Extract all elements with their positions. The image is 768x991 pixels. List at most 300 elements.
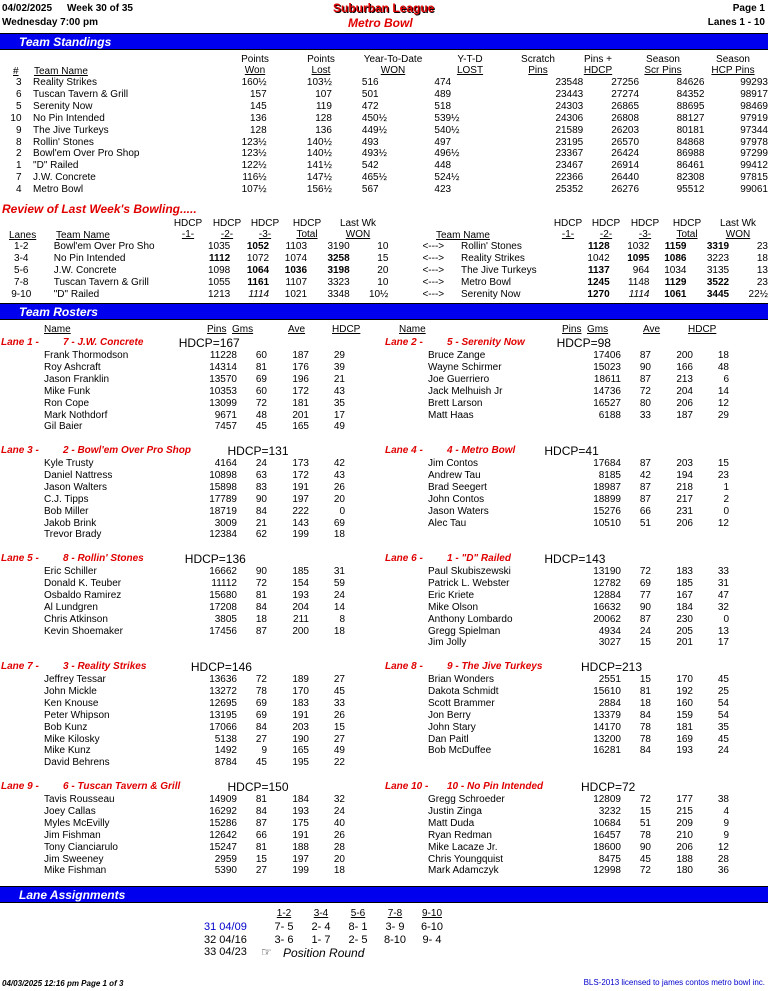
- g1-left-cell: 1112: [209, 252, 231, 264]
- player-name-cell: John Contos: [428, 493, 485, 505]
- roster-hdcp-header-left: HDCP: [332, 324, 361, 335]
- ytd-lost-cell: 539½: [434, 112, 460, 124]
- pins-hdcp-cell: 27274: [611, 88, 640, 100]
- standings-row: [0, 89, 768, 101]
- spacer: [384, 398, 428, 410]
- won-right-cell: 22½: [748, 288, 768, 300]
- spacer: [384, 794, 428, 806]
- ytd-lost-cell: 540½: [434, 124, 460, 136]
- roster-player-row: [0, 362, 345, 374]
- won-right-cell: 23: [756, 241, 768, 252]
- team-left-cell: "D" Railed: [53, 288, 100, 300]
- player-average-cell: 191: [292, 709, 309, 721]
- roster-player-row: [384, 350, 729, 362]
- player-pins-cell: 16292: [209, 805, 237, 817]
- roster-player-row: [0, 410, 345, 422]
- spacer: [444, 289, 461, 301]
- player-hdcp-cell: 24: [717, 745, 729, 757]
- player-games-cell: 90: [639, 361, 651, 373]
- roster-player-row: [0, 745, 345, 757]
- player-hdcp-cell: 21: [333, 373, 345, 385]
- season-scr-cell: 82308: [676, 172, 705, 184]
- g2-right-cell: 964: [632, 264, 650, 276]
- roster-gms-header-left: Gms: [232, 324, 254, 335]
- player-pins-cell: 18987: [593, 481, 621, 493]
- player-games-cell: 63: [255, 469, 267, 481]
- player-pins-cell: 12809: [593, 794, 621, 805]
- points-won-cell: 157: [249, 88, 267, 100]
- g3-right-cell: 1086: [664, 252, 687, 264]
- roster-lane-label: Lane 9 -: [1, 781, 39, 792]
- g2-left-cell: 1161: [247, 276, 270, 288]
- roster-player-row: [384, 506, 729, 518]
- roster-player-row: [0, 710, 345, 722]
- player-hdcp-cell: 45: [717, 674, 729, 685]
- player-games-cell: 87: [639, 373, 651, 385]
- scratch-pins-cell: 23548: [555, 77, 584, 88]
- player-hdcp-cell: 17: [333, 409, 345, 421]
- player-games-cell: 72: [255, 397, 267, 409]
- assignment-pair: 8-10: [383, 933, 407, 946]
- roster-player-row: [0, 458, 345, 470]
- player-hdcp-cell: 25: [717, 685, 729, 697]
- player-average-cell: 206: [676, 517, 693, 529]
- standings-row: [0, 172, 768, 184]
- points-lost-cell: 136: [315, 124, 332, 136]
- roster-pins-header-right: Pins: [562, 324, 582, 335]
- ytd-won-cell: 465½: [361, 172, 387, 184]
- pins-hdcp-cell: 27256: [611, 77, 640, 88]
- player-name-cell: Tavis Rousseau: [44, 794, 115, 805]
- player-games-cell: 87: [639, 493, 651, 505]
- ytd-lost-cell: 489: [434, 88, 452, 100]
- scratch-pins-cell: 24303: [555, 100, 584, 112]
- player-games-cell: 66: [255, 829, 267, 841]
- standings-table: [0, 77, 768, 196]
- player-name-cell: Ken Knouse: [44, 697, 99, 709]
- won-left-cell: 10: [377, 276, 389, 288]
- rank-cell: 5: [15, 100, 22, 112]
- player-name-cell: Jason Franklin: [44, 373, 110, 385]
- lanes-cell: 9-10: [11, 288, 32, 300]
- points-lost-cell: 103½: [306, 77, 332, 88]
- player-pins-cell: 3805: [214, 613, 237, 625]
- roster-player-row: [0, 830, 345, 842]
- ytd-lost-header: Y-T-D LOST: [456, 54, 484, 76]
- player-pins-cell: 18611: [593, 373, 621, 385]
- rank-cell: 3: [15, 77, 22, 88]
- scratch-pins-cell: 24306: [555, 112, 584, 124]
- spacer: [444, 241, 461, 253]
- player-pins-cell: 2884: [598, 697, 621, 709]
- roster-player-row: [0, 854, 345, 866]
- spacer: [0, 470, 44, 482]
- player-pins-cell: 15898: [209, 481, 237, 493]
- roster-lane-label: Lane 2 -: [385, 337, 423, 348]
- spacer: [384, 686, 428, 698]
- player-pins-cell: 4934: [598, 625, 621, 637]
- player-games-cell: 84: [255, 601, 267, 613]
- player-average-cell: 203: [676, 458, 693, 469]
- rank-cell: 6: [15, 88, 22, 100]
- player-hdcp-cell: 18: [333, 625, 345, 637]
- spacer: [384, 698, 428, 710]
- player-hdcp-cell: 18: [717, 350, 729, 361]
- roster-player-row: [384, 614, 729, 626]
- player-games-cell: 21: [255, 517, 267, 529]
- roster-player-row: [384, 722, 729, 734]
- player-average-cell: 190: [292, 733, 309, 745]
- player-name-cell: Jack Melhuish Jr: [428, 385, 503, 397]
- player-name-cell: Brett Larson: [428, 397, 483, 409]
- player-hdcp-cell: 15: [717, 458, 729, 469]
- roster-team-name: 5 - Serenity Now: [447, 337, 525, 348]
- ytd-lost-cell: 524½: [434, 172, 460, 184]
- review-title: Review of Last Week's Bowling.....: [2, 202, 197, 216]
- pins-hdcp-cell: 26440: [611, 172, 640, 184]
- review-team-header-right: Team Name: [436, 230, 490, 241]
- g1-right-cell: 1245: [587, 276, 610, 288]
- team-name-cell: No Pin Intended: [33, 112, 105, 124]
- roster-ave-header-right: Ave: [643, 324, 661, 335]
- player-games-cell: 15: [255, 853, 267, 865]
- ytd-lost-cell: 423: [434, 184, 452, 196]
- spacer: [384, 865, 428, 877]
- player-pins-cell: 18719: [209, 505, 237, 517]
- team-left-cell: J.W. Concrete: [53, 264, 117, 276]
- points-won-cell: 136: [249, 112, 267, 124]
- roster-team-name: 10 - No Pin Intended: [447, 781, 544, 792]
- lanes-cell: 5-6: [14, 264, 29, 276]
- spacer: [384, 590, 428, 602]
- spacer: [0, 626, 44, 638]
- player-average-cell: 160: [676, 697, 693, 709]
- player-hdcp-cell: 1: [723, 481, 729, 493]
- team-left-cell: Tuscan Tavern & Grill: [53, 276, 149, 288]
- center-name: Metro Bowl: [348, 16, 413, 30]
- roster-player-row: [384, 470, 729, 482]
- vs-arrow: <--->: [422, 276, 445, 288]
- review-total-header-left: HDCP Total: [292, 218, 322, 240]
- season-hcp-cell: 98469: [740, 100, 768, 112]
- player-average-cell: 185: [292, 566, 309, 577]
- player-name-cell: Frank Thormodson: [44, 350, 129, 361]
- player-pins-cell: 17456: [209, 625, 237, 637]
- roster-team-hdcp: HDCP=143: [544, 552, 606, 566]
- player-average-cell: 199: [292, 529, 309, 541]
- player-games-cell: 78: [639, 733, 651, 745]
- total-right-cell: 3135: [706, 264, 730, 276]
- won-right-cell: 18: [756, 252, 768, 264]
- player-average-cell: 188: [292, 841, 309, 853]
- player-hdcp-cell: 45: [333, 685, 345, 697]
- player-pins-cell: 3027: [598, 637, 621, 649]
- player-name-cell: Jeffrey Tessar: [44, 674, 106, 685]
- player-average-cell: 193: [292, 805, 309, 817]
- player-games-cell: 80: [639, 397, 651, 409]
- lanes-header: Lanes: [9, 230, 37, 241]
- player-average-cell: 184: [676, 601, 693, 613]
- spacer: [384, 842, 428, 854]
- player-average-cell: 169: [676, 733, 693, 745]
- player-average-cell: 199: [292, 865, 309, 877]
- player-hdcp-cell: 24: [333, 589, 345, 601]
- scratch-pins-cell: 25352: [555, 184, 584, 196]
- player-games-cell: 87: [255, 817, 267, 829]
- g3-left-cell: 1103: [285, 241, 308, 252]
- player-hdcp-cell: 49: [333, 421, 345, 433]
- player-hdcp-cell: 0: [723, 613, 729, 625]
- player-hdcp-cell: 28: [717, 853, 729, 865]
- spacer: [22, 148, 34, 160]
- assignment-column-header: 1-2: [276, 908, 292, 919]
- spacer: [22, 77, 34, 89]
- roster-player-row: [384, 482, 729, 494]
- g1-right-cell: 1137: [587, 264, 610, 276]
- player-average-cell: 154: [292, 577, 309, 589]
- player-name-cell: Joe Guerriero: [428, 373, 490, 385]
- assignment-pair: 3- 9: [385, 921, 405, 933]
- player-hdcp-cell: 35: [333, 397, 345, 409]
- roster-block: [0, 337, 345, 433]
- player-hdcp-cell: 12: [717, 841, 729, 853]
- player-name-cell: Ryan Redman: [428, 829, 492, 841]
- assignments-section-bar: Lane Assignments: [0, 886, 768, 903]
- roster-player-row: [384, 590, 729, 602]
- player-name-cell: Dakota Schmidt: [428, 685, 499, 697]
- player-hdcp-cell: 20: [333, 853, 345, 865]
- roster-player-row: [384, 458, 729, 470]
- rosters-section-bar: Team Rosters: [0, 303, 768, 320]
- roster-player-row: [0, 674, 345, 686]
- player-average-cell: 165: [292, 421, 309, 433]
- roster-player-row: [384, 674, 729, 686]
- roster-player-row: [0, 506, 345, 518]
- team-right-cell: The Jive Turkeys: [461, 264, 537, 276]
- player-name-cell: David Behrens: [44, 757, 110, 769]
- player-pins-cell: 6188: [598, 409, 621, 421]
- player-pins-cell: 13200: [593, 733, 621, 745]
- spacer: [384, 386, 428, 398]
- roster-team-name: 8 - Rollin' Stones: [63, 553, 144, 564]
- assignment-pair: 3- 6: [274, 933, 294, 946]
- player-average-cell: 206: [676, 841, 693, 853]
- player-pins-cell: 16527: [593, 397, 621, 409]
- scratch-pins-cell: 21589: [555, 124, 584, 136]
- player-average-cell: 231: [676, 505, 693, 517]
- assignment-week: 31 04/09: [204, 921, 247, 933]
- g3-right-cell: 1061: [664, 288, 687, 300]
- roster-player-row: [0, 518, 345, 530]
- spacer: [0, 566, 44, 578]
- roster-gms-header-right: Gms: [587, 324, 609, 335]
- player-hdcp-cell: 38: [717, 794, 729, 805]
- roster-player-row: [384, 842, 729, 854]
- player-hdcp-cell: 14: [333, 601, 345, 613]
- player-average-cell: 176: [292, 361, 309, 373]
- ytd-won-cell: 472: [361, 100, 379, 112]
- g2-right-cell: 1148: [627, 276, 650, 288]
- player-games-cell: 48: [255, 409, 267, 421]
- won-left-cell: 20: [377, 264, 389, 276]
- roster-player-row: [0, 566, 345, 578]
- player-average-cell: 180: [676, 865, 693, 877]
- player-average-cell: 196: [292, 373, 309, 385]
- season-hcp-cell: 99061: [740, 184, 768, 196]
- player-hdcp-cell: 28: [333, 841, 345, 853]
- roster-block: [0, 781, 345, 877]
- points-won-header: Points Won: [241, 54, 269, 76]
- team-name-cell: "D" Railed: [33, 160, 79, 172]
- spacer: [384, 458, 428, 470]
- season-scr-cell: 80181: [676, 124, 705, 136]
- season-hcp-cell: 99412: [740, 160, 768, 172]
- team-name-cell: J.W. Concrete: [33, 172, 96, 184]
- player-name-cell: Matt Duda: [428, 817, 475, 829]
- player-pins-cell: 20062: [593, 613, 621, 625]
- player-games-cell: 84: [639, 709, 651, 721]
- review-g3-header-right: HDCP -3-: [630, 218, 660, 240]
- player-name-cell: Mike Kunz: [44, 745, 91, 757]
- spacer: [0, 482, 44, 494]
- spacer: [444, 277, 461, 289]
- spacer: [0, 854, 44, 866]
- player-average-cell: 211: [293, 613, 309, 625]
- player-pins-cell: 17789: [209, 493, 237, 505]
- player-games-cell: 51: [639, 817, 651, 829]
- player-average-cell: 183: [676, 566, 693, 577]
- standings-section-bar: Team Standings: [0, 33, 768, 50]
- review-table: [0, 241, 768, 301]
- player-hdcp-cell: 15: [333, 721, 345, 733]
- roster-lane-label: Lane 10 -: [385, 781, 429, 792]
- points-won-cell: 145: [249, 100, 267, 112]
- season-hcp-header: Season HCP Pins: [711, 54, 755, 76]
- ytd-won-cell: 516: [361, 77, 379, 88]
- roster-player-row: [384, 806, 729, 818]
- player-name-cell: Dan Paitl: [428, 733, 469, 745]
- player-average-cell: 197: [292, 493, 309, 505]
- player-average-cell: 193: [292, 589, 309, 601]
- ytd-won-cell: 567: [361, 184, 379, 196]
- roster-player-row: [384, 818, 729, 830]
- won-right-cell: 13: [756, 264, 768, 276]
- roster-player-row: [384, 830, 729, 842]
- spacer: [384, 578, 428, 590]
- roster-player-row: [384, 374, 729, 386]
- player-average-cell: 204: [292, 601, 309, 613]
- player-name-cell: Mike Kilosky: [44, 733, 100, 745]
- player-hdcp-cell: 31: [333, 566, 345, 577]
- g3-right-cell: 1159: [664, 241, 687, 252]
- spacer: [0, 602, 44, 614]
- player-name-cell: Justin Zinga: [428, 805, 482, 817]
- total-right-cell: 3445: [706, 288, 730, 300]
- spacer: [22, 184, 34, 196]
- roster-player-row: [0, 529, 345, 541]
- player-average-cell: 200: [676, 350, 693, 361]
- scratch-pins-cell: 23443: [555, 88, 584, 100]
- player-average-cell: 222: [292, 505, 309, 517]
- position-round-week: 33 04/23: [204, 946, 247, 958]
- player-games-cell: 9: [261, 745, 267, 757]
- player-name-cell: Jim Jolly: [428, 637, 467, 649]
- player-games-cell: 66: [639, 505, 651, 517]
- spacer: [384, 818, 428, 830]
- roster-player-row: [384, 854, 729, 866]
- player-name-cell: Andrew Tau: [428, 469, 481, 481]
- player-name-cell: Tony Cianciarulo: [44, 841, 118, 853]
- footer-license: BLS-2013 licensed to james contos metro bowl inc.: [583, 978, 765, 987]
- player-pins-cell: 11228: [209, 350, 237, 361]
- player-hdcp-cell: 13: [717, 625, 729, 637]
- player-average-cell: 191: [292, 829, 309, 841]
- roster-team-name: 3 - Reality Strikes: [63, 661, 147, 672]
- player-name-cell: Patrick L. Webster: [428, 577, 510, 589]
- player-name-cell: Wayne Schirmer: [428, 361, 502, 373]
- roster-block: [384, 553, 729, 649]
- player-average-cell: 159: [676, 709, 693, 721]
- roster-team-hdcp: HDCP=41: [544, 444, 599, 458]
- roster-player-row: [0, 626, 345, 638]
- g1-left-cell: 1035: [207, 241, 231, 252]
- player-hdcp-cell: 17: [717, 637, 729, 649]
- g3-left-cell: 1021: [284, 288, 308, 300]
- player-pins-cell: 13272: [209, 685, 237, 697]
- player-hdcp-cell: 31: [717, 577, 729, 589]
- team-right-cell: Rollin' Stones: [461, 241, 522, 252]
- player-pins-cell: 15286: [209, 817, 237, 829]
- roster-lane-label: Lane 3 -: [1, 445, 39, 456]
- player-average-cell: 165: [292, 745, 309, 757]
- player-average-cell: 204: [676, 385, 693, 397]
- player-games-cell: 87: [255, 625, 267, 637]
- player-hdcp-cell: 49: [333, 745, 345, 757]
- player-games-cell: 87: [639, 613, 651, 625]
- player-pins-cell: 14909: [209, 794, 237, 805]
- spacer: [22, 101, 34, 113]
- roster-team-name: 4 - Metro Bowl: [447, 445, 516, 456]
- player-name-cell: Scott Brammer: [428, 697, 495, 709]
- player-average-cell: 201: [676, 637, 693, 649]
- roster-player-row: [384, 578, 729, 590]
- roster-player-row: [0, 698, 345, 710]
- player-hdcp-cell: 0: [723, 505, 729, 517]
- pins-hdcp-cell: 26424: [611, 148, 640, 160]
- roster-player-row: [0, 398, 345, 410]
- player-games-cell: 84: [255, 805, 267, 817]
- player-games-cell: 81: [255, 794, 267, 805]
- player-games-cell: 90: [639, 601, 651, 613]
- player-name-cell: Mike Fishman: [44, 865, 107, 877]
- player-pins-cell: 16281: [593, 745, 621, 757]
- spacer: [0, 614, 44, 626]
- review-row: [0, 289, 768, 301]
- player-hdcp-cell: 12: [717, 517, 729, 529]
- player-average-cell: 181: [676, 721, 693, 733]
- ytd-won-cell: 493½: [361, 148, 387, 160]
- player-pins-cell: 10510: [593, 517, 621, 529]
- season-hcp-cell: 98917: [740, 88, 768, 100]
- ytd-won-header: Year-To-Date WON: [363, 54, 423, 76]
- spacer: [22, 137, 34, 149]
- spacer: [0, 865, 44, 877]
- assignment-pair: 6-10: [420, 921, 444, 933]
- player-average-cell: 170: [676, 674, 693, 685]
- spacer: [384, 830, 428, 842]
- player-games-cell: 78: [639, 829, 651, 841]
- rank-header: #: [13, 66, 19, 77]
